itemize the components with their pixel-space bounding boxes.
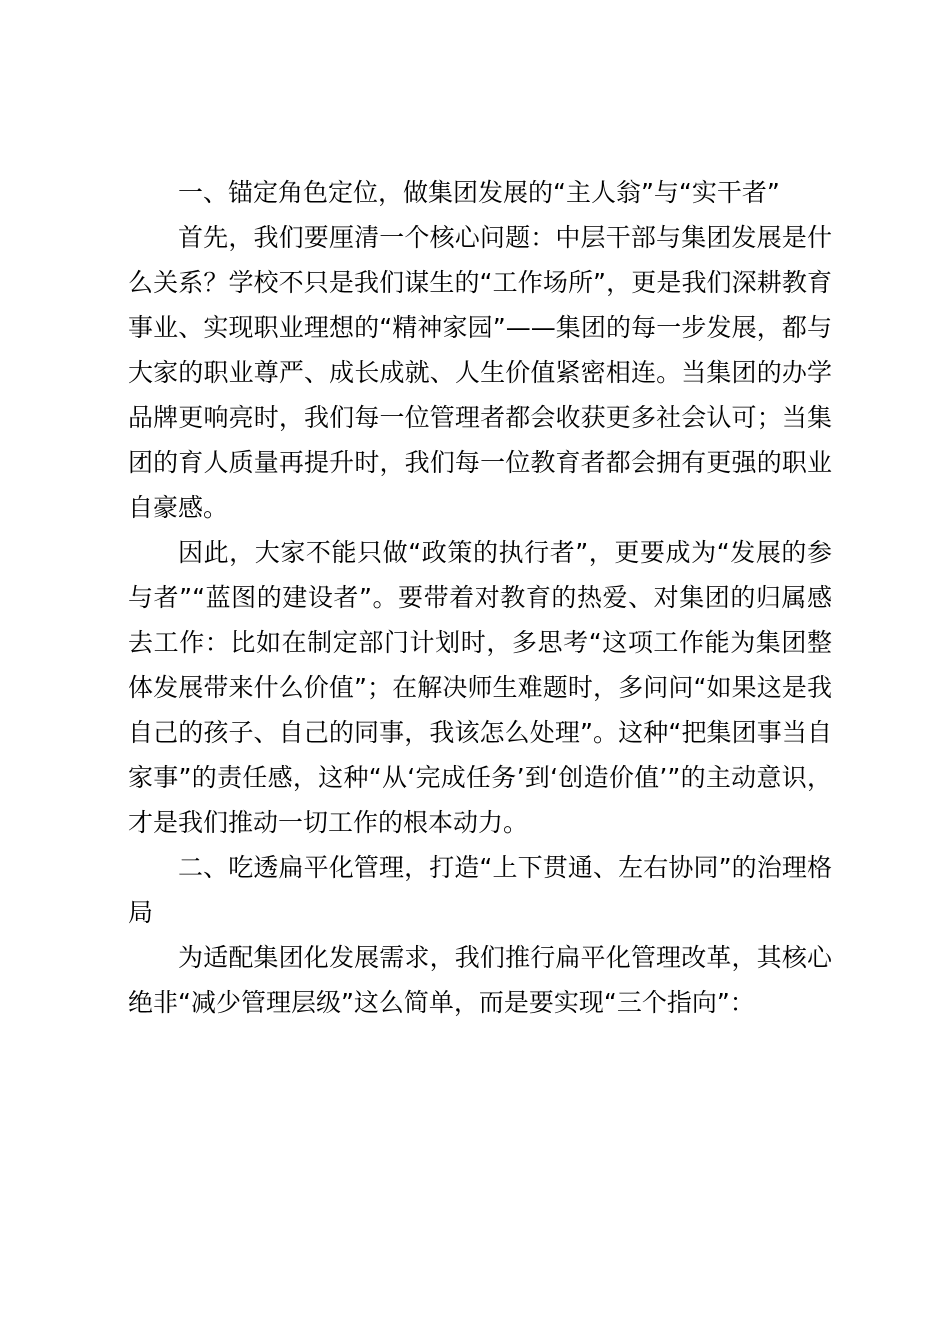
paragraph-1-2: 因此，大家不能只做“政策的执行者”，更要成为“发展的参与者”“蓝图的建设者”。要带着对教育的热爱、对集团的归属感去工作：比如在制定部门计划时，多思考“这项工作能为集团整体发展带来什么价值”；在解决师生难题时，多问问“如果这是我自己的孩子、自己的同事，我该怎么处理”。这种“把集团事当自家事”的责任感，这种“从‘完成任务’到‘创造价值’”的主动意识，才是我们推动一切工作的根本动力。 xyxy=(128,538,832,837)
paragraph-1-1: 首先，我们要厘清一个核心问题：中层干部与集团发展是什么关系？学校不只是我们谋生的“工作场所”，更是我们深耕教育事业、实现职业理想的“精神家园”——集团的每一步发展，都与大家的职业尊严、成长成就、人生价值紧密相连。当集团的办学品牌更响亮时，我们每一位管理者都会收获更多社会认可；当集团的育人质量再提升时，我们每一位教育者都会拥有更强的职业自豪感。 xyxy=(128,223,832,522)
paragraph-2-1: 为适配集团化发展需求，我们推行扁平化管理改革，其核心绝非“减少管理层级”这么简单，而是要实现“三个指向”： xyxy=(128,943,832,1017)
section-heading-1: 一、锚定角色定位，做集团发展的“主人翁”与“实干者” xyxy=(178,178,780,207)
document-body xyxy=(128,170,832,1025)
section-heading-2: 二、吃透扁平化管理，打造“上下贯通、左右协同”的治理格局 xyxy=(128,853,832,927)
